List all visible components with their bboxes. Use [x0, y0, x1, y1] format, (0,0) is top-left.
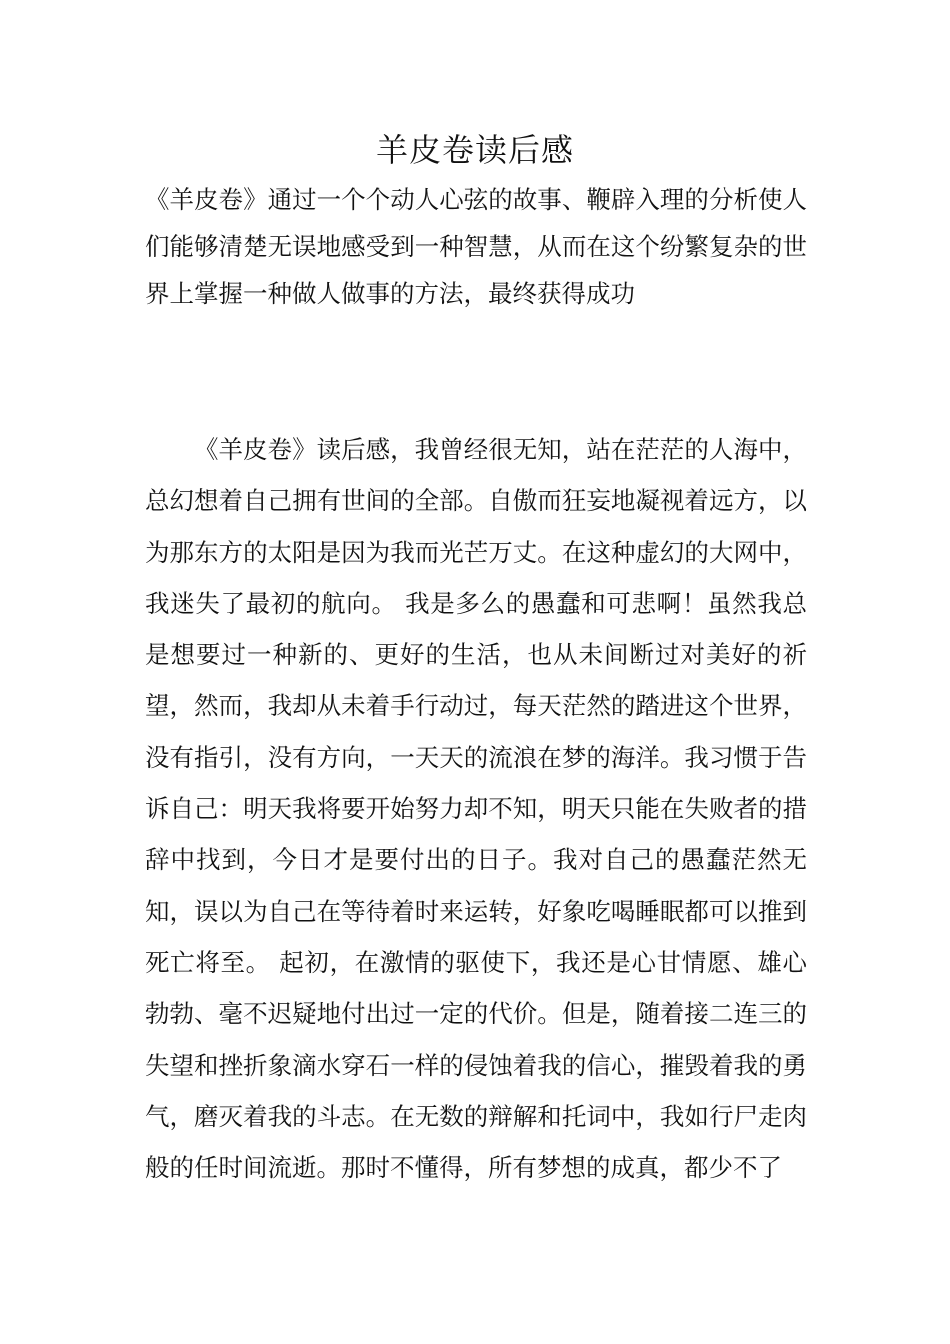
body-paragraph: 《羊皮卷》读后感，我曾经很无知，站在茫茫的人海中，总幻想着自己拥有世间的全部。自傲而狂妄地凝视着远方，以为那东方的太阳是因为我而光芒万丈。在这种虚幻的大网中，我迷失了最初的航向。 我是多么的愚蠢和可悲啊！虽然我总是想要过一种新的、更好的生活，也从未间断过对美好的祈望，然而，我却从未着手行动过，每天茫然的踏进这个世界，没有指引，没有方向，一天天的流浪在梦的海洋。我习惯于告诉自己：明天我将要开始努力却不知，明天只能在失败者的措辞中找到，今日才是要付出的日子。我对自己的愚蠢茫然无知，误以为自己在等待着时来运转，好象吃喝睡眠都可以推到死亡将至。 起初，在激情的驱使下，我还是心甘情愿、雄心勃勃、毫不迟疑地付出过一定的代价。但是，随着接二连三的失望和挫折象滴水穿石一样的侵蚀着我的信心，摧毁着我的勇气，磨灭着我的斗志。在无数的辩解和托词中，我如行尸走肉般的任时间流逝。那时不懂得，所有梦想的成真，都少不了	[145, 435, 807, 1183]
document-title: 羊皮卷读后感	[375, 131, 574, 169]
summary-paragraph: 《羊皮卷》通过一个个动人心弦的故事、鞭辟入理的分析使人们能够清楚无误地感受到一种智慧，从而在这个纷繁复杂的世界上掌握一种做人做事的方法，最终获得成功	[145, 185, 807, 308]
